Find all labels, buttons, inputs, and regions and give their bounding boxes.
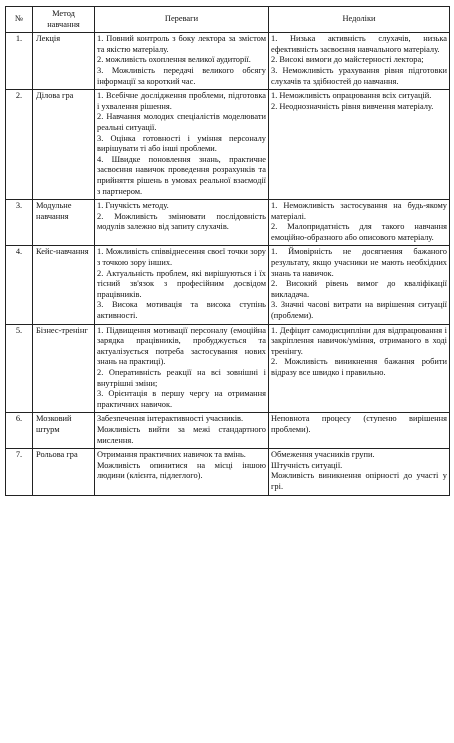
advantage-item: 1. Гнучкість методу.	[97, 201, 169, 211]
advantage-item: 3. Висока мотивація та висока ступінь активності.	[97, 300, 266, 321]
disadvantage-item: Можливість виникнення опірності до участі у грі.	[271, 471, 447, 491]
row-number: 5.	[6, 324, 33, 413]
disadvantage-item: 2. Неоднозначність рівня вивчення матеріалу.	[271, 101, 434, 111]
header-disadvantages: Недоліки	[269, 7, 450, 33]
disadvantage-item: 3. Неможливість урахування рівня підготовки слухачів та здібностей до навчання.	[271, 65, 447, 86]
disadvantage-item: 1. Дефіцит самодисципліни для відпрацювання і закріплення навичок/уміння, отриманого в ході тренінгу.	[271, 325, 447, 356]
table-row	[6, 246, 450, 324]
disadvantages-cell	[269, 449, 450, 495]
header-advantages: Переваги	[95, 7, 269, 33]
disadvantage-item: 2. Високий рівень вимог до кваліфікації викладача.	[271, 279, 447, 299]
row-number: 4.	[6, 246, 33, 324]
advantage-item: 2. Можливість змінювати послідовність модулів залежно від запиту слухачів.	[97, 211, 266, 232]
advantages-cell	[95, 413, 269, 449]
disadvantage-item: Неповнота процесу (ступеню вирішення проблеми).	[271, 414, 447, 434]
disadvantages-cell	[269, 324, 450, 413]
disadvantages-cell	[269, 90, 450, 200]
methods-table	[5, 6, 450, 496]
document-page	[5, 6, 449, 496]
advantages-cell	[95, 90, 269, 200]
method-name: Лекція	[33, 33, 95, 90]
advantages-cell	[95, 246, 269, 324]
advantage-item: 2. можливість охоплення великої аудиторії.	[97, 55, 251, 65]
table-row	[6, 449, 450, 495]
advantage-item: Можливість вийти за межі стандартного мислення.	[97, 424, 266, 445]
table-row	[6, 324, 450, 413]
advantage-item: 2. Навчання молодих спеціалістів моделювати реальні ситуації.	[97, 112, 266, 132]
advantages-cell	[95, 324, 269, 413]
header-method: Метод навчання	[33, 7, 95, 33]
table-header-row	[6, 7, 450, 33]
header-num: №	[6, 7, 33, 33]
method-name: Модульне навчання	[33, 200, 95, 246]
advantages-cell	[95, 200, 269, 246]
table-row	[6, 413, 450, 449]
disadvantage-item: 3. Значні часові витрати на вирішення ситуації (проблеми).	[271, 300, 447, 321]
advantage-item: 2. Оперативність реакції на всі зовнішні і внутрішні зміни;	[97, 368, 266, 388]
advantage-item: Отримання практичних навичок та вмінь.	[97, 450, 246, 460]
row-number: 1.	[6, 33, 33, 90]
row-number: 2.	[6, 90, 33, 200]
table-row	[6, 200, 450, 246]
row-number: 7.	[6, 449, 33, 495]
method-name: Бізнес-тренінг	[33, 324, 95, 413]
advantage-item: Забезпечення інтерактивності учасників.	[97, 414, 244, 424]
disadvantage-item: Обмеження учасників групи.	[271, 450, 375, 460]
disadvantages-cell	[269, 246, 450, 324]
disadvantages-cell	[269, 33, 450, 90]
advantage-item: 1. Повний контроль з боку лектора за змістом та якістю матеріалу.	[97, 34, 266, 54]
advantage-item: 3. Можливість передачі великого обсягу інформації за короткий час.	[97, 65, 266, 86]
advantage-item: 4. Швидке поновлення знань, практичне засвоєння навичок проведення розрахунків та прийняття рішень в умовах реальної взаємодії з партнером.	[97, 154, 266, 196]
advantage-item: 2. Актуальність проблем, які вирішуються і їх тісний зв'язок з професійним досвідом працівників.	[97, 268, 266, 299]
advantage-item: 1. Підвищення мотивації персоналу (емоційна зарядка працівників, пробуджується та актуалізується потреба застосування нових знань на практиці).	[97, 325, 266, 367]
advantages-cell	[95, 33, 269, 90]
advantage-item: 1. Можливість співвіднесення своєї точки зору з точкою зору інших.	[97, 247, 266, 268]
disadvantage-item: 2. Високі вимоги до майстерності лектора;	[271, 55, 424, 65]
advantage-item: 3. Орієнтація в першу чергу на отримання практичних навичок.	[97, 389, 266, 409]
table-row	[6, 90, 450, 200]
method-name: Рольова гра	[33, 449, 95, 495]
disadvantages-cell	[269, 200, 450, 246]
disadvantage-item: 1. Неможливість опрацювання всіх ситуацій.	[271, 91, 432, 101]
method-name: Мозковий штурм	[33, 413, 95, 449]
method-name: Кейс-навчання	[33, 246, 95, 324]
disadvantage-item: 1. Неможливість застосування на будь-якому матеріалі.	[271, 201, 447, 221]
disadvantage-item: 1. Ймовірність не досягнення бажаного результату, якщо учасники не мають необхідних знань та навичок.	[271, 247, 447, 278]
disadvantages-cell	[269, 413, 450, 449]
advantage-item: Можливість опинитися на місці іншою людини (клієнта, підлеглого).	[97, 460, 266, 481]
disadvantage-item: 1. Низька активність слухачів, низька ефективність засвоєння навчального матеріалу.	[271, 34, 447, 54]
row-number: 6.	[6, 413, 33, 449]
advantage-item: 1. Всебічне дослідження проблеми, підготовка і ухвалення рішення.	[97, 91, 266, 111]
disadvantage-item: Штучність ситуації.	[271, 460, 343, 470]
method-name: Ділова гра	[33, 90, 95, 200]
disadvantage-item: 2. Можливість виникнення бажання робити відразу все швидко і правильно.	[271, 357, 447, 377]
table-row	[6, 33, 450, 90]
advantages-cell	[95, 449, 269, 495]
disadvantage-item: 2. Малопридатність для такого навчання емоційно-образного або описового матеріалу.	[271, 222, 447, 242]
row-number: 3.	[6, 200, 33, 246]
advantage-item: 3. Оцінка готовності і уміння персоналу вирішувати ті або інші проблеми.	[97, 133, 266, 154]
